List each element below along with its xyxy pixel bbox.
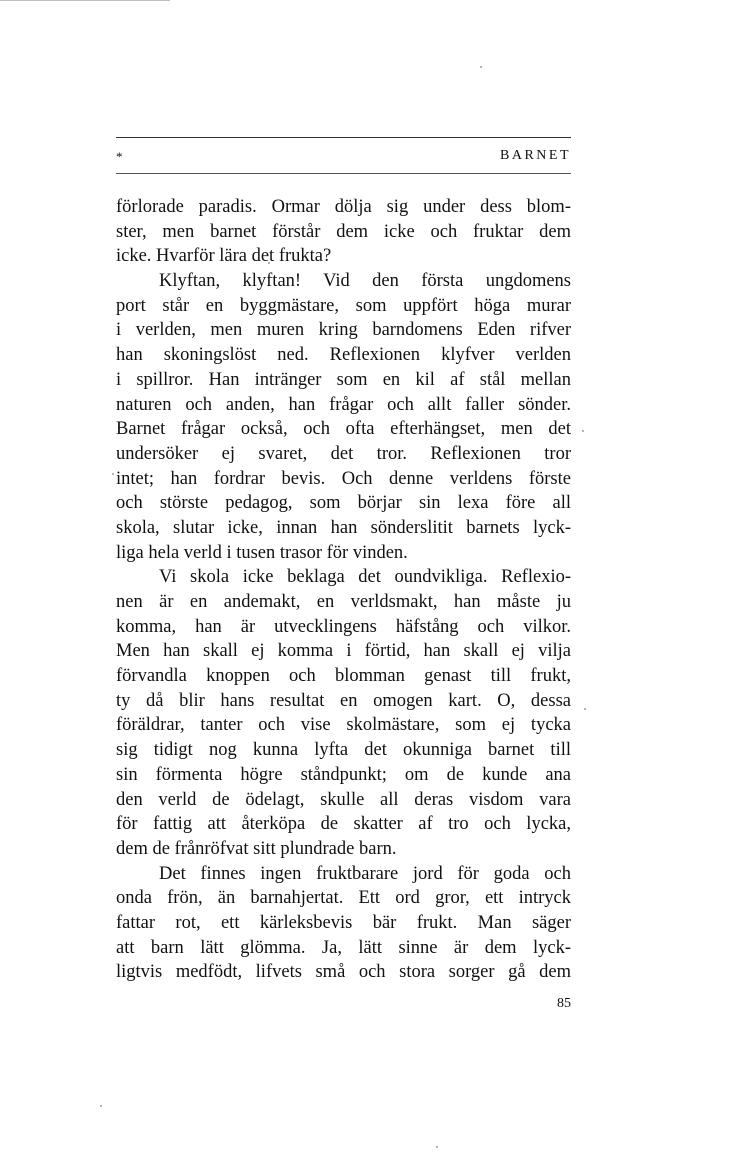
text-line: ster, men barnet förstår dem icke och fruktar dem <box>116 221 571 242</box>
text-line: Det finnes ingen fruktbarare jord för goda och <box>159 863 571 884</box>
text-line: förvandla knoppen och blomman genast till frukt, <box>116 666 571 687</box>
text-line: skola, slutar icke, innan han sönderslitit barnets lyck- <box>116 517 571 538</box>
body-text <box>116 195 571 985</box>
text-line: onda frön, än barnahjertat. Ett ord gror, ett intryck <box>116 888 571 909</box>
text-line: naturen och anden, han frågar och allt faller sönder. <box>116 394 571 415</box>
text-line: intet; han fordrar bevis. Och denne verldens förste <box>116 468 571 489</box>
text-line: i spillror. Han intränger som en kil af stål mellan <box>116 369 571 390</box>
text-line: han skoningslöst ned. Reflexionen klyfver verlden <box>116 345 571 366</box>
text-line: port står en byggmästare, som uppfört höga murar <box>116 295 571 316</box>
text-line: Klyftan, klyftan! Vid den första ungdomens <box>159 271 571 292</box>
text-line: nen är en andemakt, en verldsmakt, han måste ju <box>116 592 571 612</box>
header-rule-top <box>116 137 571 138</box>
text-line: den verld de ödelagt, skulle all deras visdom vara <box>116 789 571 810</box>
text-line: ligtvis medfödt, lifvets små och stora sorger gå dem <box>116 962 571 983</box>
paragraph <box>116 195 571 269</box>
text-line: dem de frånröfvat sitt plundrade barn. <box>116 838 397 859</box>
text-line: att barn lätt glömma. Ja, lätt sinne är dem lyck- <box>116 937 571 958</box>
text-line: förlorade paradis. Ormar dölja sig under dess blom- <box>116 197 571 217</box>
text-line: sig tidigt nog kunna lyfta det okunniga barnet till <box>116 740 571 761</box>
running-title: BARNET <box>500 148 571 163</box>
paragraph <box>116 565 571 861</box>
text-line: för fattig att återköpa de skatter af tro och lycka, <box>116 814 571 835</box>
scan-speck <box>100 1105 102 1107</box>
header-rule-bottom <box>116 173 571 174</box>
page-number: 85 <box>557 996 571 1011</box>
text-line: Vi skola icke beklaga det oundvikliga. Reflexio- <box>159 567 571 588</box>
text-line: liga hela verld i tusen trasor för vinden. <box>116 542 408 563</box>
scan-speck <box>584 708 586 710</box>
scan-speck <box>436 1146 438 1148</box>
scan-speck <box>582 430 584 432</box>
text-line: icke. Hvarför lära det frukta? <box>116 246 332 267</box>
scan-speck <box>112 473 114 475</box>
text-line: undersöker ej svaret, det tror. Reflexionen tror <box>116 443 571 464</box>
text-line: ty då blir hans resultat en omogen kart. O, dessa <box>116 690 571 711</box>
header-ornament: * <box>116 149 123 164</box>
text-line: Men han skall ej komma i förtid, han skall ej vilja <box>116 641 571 662</box>
text-line: Barnet frågar också, och ofta efterhängset, men det <box>116 419 571 440</box>
scan-speck <box>480 66 482 68</box>
scan-edge-line <box>0 0 170 1</box>
running-header <box>116 135 571 177</box>
text-line: komma, han är utvecklingens häfstång och vilkor. <box>116 616 571 637</box>
text-line: och störste pedagog, som börjar sin lexa före all <box>116 493 571 514</box>
text-line: fattar rot, ett kärleksbevis bär frukt. Man säger <box>116 912 571 933</box>
paragraph <box>116 862 571 985</box>
text-line: sin förmenta högre ståndpunkt; om de kunde ana <box>116 764 571 785</box>
paragraph <box>116 269 571 565</box>
text-line: föräldrar, tanter och vise skolmästare, som ej tycka <box>116 715 571 736</box>
text-line: i verlden, men muren kring barndomens Eden rifver <box>116 320 571 341</box>
